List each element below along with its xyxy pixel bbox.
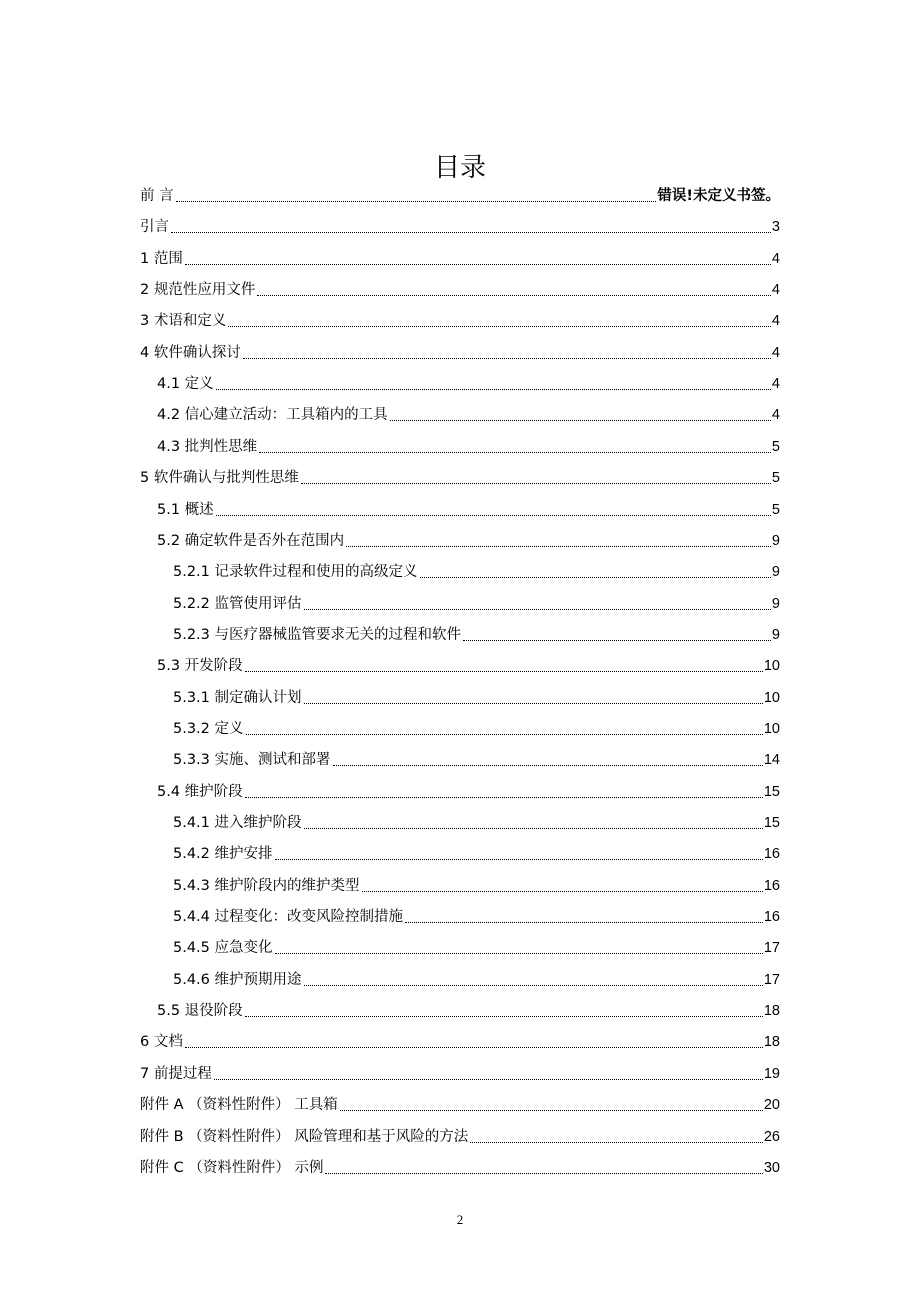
toc-entry-label: 5.3.2 定义 xyxy=(173,720,244,737)
toc-dot-leader xyxy=(216,387,771,390)
toc-entry-label: 2 规范性应用文件 xyxy=(140,282,256,299)
toc-entry[interactable] xyxy=(157,370,780,394)
toc-dot-leader xyxy=(390,418,771,421)
toc-entry-label: 6 文档 xyxy=(140,1034,183,1051)
toc-entry[interactable] xyxy=(140,464,780,488)
toc-dot-leader xyxy=(171,230,771,233)
toc-dot-leader xyxy=(259,450,771,453)
toc-entry[interactable] xyxy=(173,746,780,770)
toc-entry-label: 5.4 维护阶段 xyxy=(157,783,243,800)
toc-entry[interactable] xyxy=(157,496,780,520)
toc-entry[interactable] xyxy=(173,590,780,614)
toc-dot-leader xyxy=(176,199,657,202)
toc-entry[interactable] xyxy=(173,966,780,990)
toc-dot-leader xyxy=(362,889,763,892)
toc-entry[interactable] xyxy=(157,778,780,802)
toc-entry-page: 18 xyxy=(763,1003,780,1020)
toc-entry-label: 5.4.1 进入维护阶段 xyxy=(173,815,302,831)
toc-dot-leader xyxy=(325,1171,762,1174)
toc-entry-label: 4 软件确认探讨 xyxy=(140,344,241,361)
toc-dot-leader xyxy=(257,293,771,296)
toc-entry[interactable] xyxy=(173,840,780,864)
toc-entry[interactable] xyxy=(157,527,780,551)
toc-entry-page: 4 xyxy=(771,407,780,424)
toc-entry-label: 5.5 退役阶段 xyxy=(157,1003,243,1020)
toc-entry-label: 引言 xyxy=(140,219,169,236)
toc-entry[interactable] xyxy=(140,213,780,237)
toc-dot-leader xyxy=(275,857,763,860)
toc-dot-leader xyxy=(275,951,763,954)
toc-entry-label: 5.3 开发阶段 xyxy=(157,658,243,675)
toc-entry[interactable] xyxy=(173,621,780,645)
toc-dot-leader xyxy=(216,513,771,516)
toc-entry-label: 5.4.5 应急变化 xyxy=(173,940,273,957)
toc-dot-leader xyxy=(304,983,763,986)
toc-dot-leader xyxy=(470,1140,763,1143)
toc-entry-page: 9 xyxy=(771,564,780,581)
toc-entry-page: 17 xyxy=(763,940,780,957)
toc-entry-page: 10 xyxy=(763,720,780,737)
toc-dot-leader xyxy=(214,1077,763,1080)
toc-entry[interactable] xyxy=(140,1091,780,1115)
toc-entry-label: 附件 C （资料性附件） 示例 xyxy=(140,1159,324,1176)
toc-entry[interactable] xyxy=(157,401,780,425)
toc-dot-leader xyxy=(245,795,763,798)
toc-entry-page: 16 xyxy=(763,846,780,863)
toc-entry[interactable] xyxy=(157,997,780,1021)
toc-entry[interactable] xyxy=(140,1154,780,1178)
toc-entry[interactable] xyxy=(140,245,780,269)
toc-entry[interactable] xyxy=(173,934,780,958)
toc-dot-leader xyxy=(304,607,771,610)
page-number: 2 xyxy=(456,1212,464,1227)
toc-entry-page: 4 xyxy=(771,376,780,393)
toc-entry-page: 3 xyxy=(771,219,780,236)
toc-entry-page: 4 xyxy=(771,250,780,267)
toc-entry[interactable] xyxy=(173,715,780,739)
toc-dot-leader xyxy=(245,1014,763,1017)
toc-entry-label: 5.4.6 维护预期用途 xyxy=(173,971,302,988)
toc-entry-page: 10 xyxy=(763,689,780,706)
toc-dot-leader xyxy=(405,920,763,923)
toc-entry-page: 9 xyxy=(771,595,780,612)
toc-dot-leader xyxy=(333,763,763,766)
toc-dot-leader xyxy=(301,481,771,484)
toc-dot-leader xyxy=(304,826,763,829)
toc-entry[interactable] xyxy=(140,339,780,363)
toc-entry-label: 3 术语和定义 xyxy=(140,313,227,330)
toc-entry-page: 错误!未定义书签。 xyxy=(657,188,780,204)
toc-entry-label: 前 言 xyxy=(140,188,174,204)
toc-entry-page: 4 xyxy=(771,344,780,361)
toc-entry-page: 9 xyxy=(771,626,780,643)
toc-dot-leader xyxy=(185,262,771,265)
toc-entry[interactable] xyxy=(157,433,780,457)
toc-entry-page: 17 xyxy=(763,971,780,988)
toc-entry-label: 1 范围 xyxy=(140,250,183,267)
toc-entry-page: 10 xyxy=(763,658,780,675)
toc-entry-page: 4 xyxy=(771,313,780,330)
toc-entry-page: 5 xyxy=(771,438,780,455)
toc-dot-leader xyxy=(243,356,771,359)
toc-entry-label: 附件 B （资料性附件） 风险管理和基于风险的方法 xyxy=(140,1128,469,1145)
toc-entry[interactable] xyxy=(140,1028,780,1052)
toc-entry-page: 14 xyxy=(763,752,780,769)
toc-dot-leader xyxy=(420,575,771,578)
toc-dot-leader xyxy=(463,638,771,641)
toc-entry-label: 4.2 信心建立活动：工具箱内的工具 xyxy=(157,407,388,424)
toc-entry[interactable] xyxy=(173,903,780,927)
toc-dot-leader xyxy=(245,669,763,672)
toc-entry[interactable] xyxy=(140,307,780,331)
toc-dot-leader xyxy=(340,1108,763,1111)
toc-entry-label: 5.4.4 过程变化：改变风险控制措施 xyxy=(173,909,404,926)
toc-entry-label: 5.4.2 维护安排 xyxy=(173,846,273,863)
toc-entry-page: 19 xyxy=(763,1065,780,1082)
toc-entry-page: 5 xyxy=(771,470,780,487)
toc-entry-label: 5.1 概述 xyxy=(157,501,214,518)
toc-entry-label: 5.3.3 实施、测试和部署 xyxy=(173,752,331,769)
toc-entry-label: 5.3.1 制定确认计划 xyxy=(173,689,302,706)
toc-entry-page: 4 xyxy=(771,282,780,299)
toc-entry-label: 4.3 批判性思维 xyxy=(157,438,258,455)
toc-entry-label: 5.2.2 监管使用评估 xyxy=(173,595,302,612)
toc-entry[interactable] xyxy=(173,684,780,708)
toc-entry-page: 9 xyxy=(771,532,780,549)
toc-entry[interactable] xyxy=(173,809,780,833)
toc-entry[interactable] xyxy=(140,182,780,206)
toc-entry-page: 26 xyxy=(763,1128,780,1145)
toc-dot-leader xyxy=(304,701,763,704)
toc-entry-page: 5 xyxy=(771,501,780,518)
toc-entry-label: 5.2.1 记录软件过程和使用的高级定义 xyxy=(173,564,418,581)
toc-entry-page: 15 xyxy=(763,815,780,831)
toc-title: 目录 xyxy=(433,153,486,183)
toc-entry[interactable] xyxy=(173,558,780,582)
toc-dot-leader xyxy=(228,324,771,327)
toc-entry[interactable] xyxy=(140,276,780,300)
toc-entry-label: 5.2.3 与医疗器械监管要求无关的过程和软件 xyxy=(173,626,462,643)
toc-entry-label: 7 前提过程 xyxy=(140,1065,212,1082)
toc-entry[interactable] xyxy=(173,872,780,896)
toc-entry[interactable] xyxy=(140,1060,780,1084)
toc-entry-page: 30 xyxy=(763,1159,780,1176)
toc-entry-label: 4.1 定义 xyxy=(157,376,214,393)
toc-entry-label: 5 软件确认与批判性思维 xyxy=(140,470,299,487)
toc-entry-page: 15 xyxy=(763,783,780,800)
toc-dot-leader xyxy=(346,544,771,547)
toc-entry-page: 16 xyxy=(763,909,780,926)
toc-entry-label: 5.2 确定软件是否外在范围内 xyxy=(157,532,345,549)
toc-entry[interactable] xyxy=(140,1123,780,1147)
toc-entry-label: 附件 A （资料性附件） 工具箱 xyxy=(140,1097,338,1114)
toc-entry-page: 16 xyxy=(763,877,780,894)
toc-dot-leader xyxy=(246,732,763,735)
toc-dot-leader xyxy=(185,1045,763,1048)
toc-entry[interactable] xyxy=(157,652,780,676)
toc-entry-label: 5.4.3 维护阶段内的维护类型 xyxy=(173,877,360,894)
toc-entry-page: 20 xyxy=(763,1097,780,1114)
toc-entry-page: 18 xyxy=(763,1034,780,1051)
